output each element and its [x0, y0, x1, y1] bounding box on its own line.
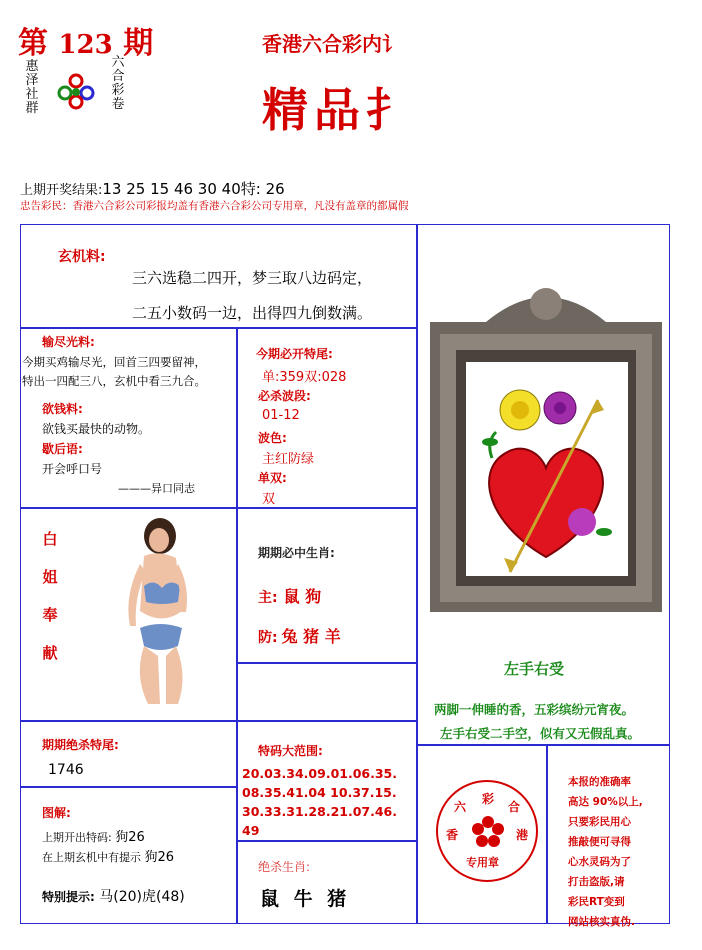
issue-suffix: 期: [123, 26, 154, 61]
top-title: 香港六合彩内讠: [262, 32, 402, 56]
divider: [20, 327, 418, 329]
divider: [236, 840, 418, 842]
accuracy-line: 本报的准确率: [568, 776, 631, 788]
xuanji-line2: 二五小数码一边，出得四九倒数满。: [132, 304, 373, 322]
accuracy-line: 彩民RT变到: [568, 896, 625, 908]
yuqian-label: 欲钱料:: [42, 402, 83, 416]
danshuang-label: 单双:: [258, 471, 287, 485]
juesha-shengxiao-label: 绝杀生肖:: [258, 860, 311, 874]
divider: [20, 786, 236, 788]
special-hint-value: 马(20)虎(48): [99, 889, 185, 905]
tujie-line1: [42, 826, 145, 845]
divider: [416, 224, 418, 924]
shujin-line2: 特出一四配三八，玄机中看三九合。: [22, 374, 206, 388]
shengxiao-label: 期期必中生肖:: [258, 546, 335, 560]
poem-line2: 左手右受二手空，似有又无假乱真。: [440, 726, 641, 741]
stamp-char: 香: [446, 828, 459, 842]
tail-value: 单:359双:028: [262, 370, 347, 385]
accuracy-line: 只要彩民用心: [568, 816, 631, 828]
ornate-frame-heart-icon: [426, 282, 666, 614]
shujin-label: 输尽光料:: [42, 335, 95, 349]
xuanji-label: 玄机料:: [58, 249, 106, 265]
main-value: 鼠 狗: [283, 587, 322, 606]
stamp-bottom: 专用章: [466, 856, 499, 869]
lottery-char: 六: [111, 55, 125, 70]
special-hint-label: 特别提示:: [42, 890, 95, 904]
results-special: 26: [265, 180, 285, 198]
juesha-label: 期期绝杀特尾:: [42, 738, 119, 752]
range-line: 30.33.31.28.21.07.46.: [242, 804, 398, 819]
divider: [20, 507, 418, 509]
frame-caption: 左手右受: [504, 660, 565, 678]
accuracy-line: 推敲便可寻得: [568, 836, 631, 848]
accuracy-note: [568, 772, 643, 932]
issue-title: [18, 18, 153, 62]
bauhinia-icon: [470, 814, 506, 850]
divider: [236, 662, 418, 664]
danshuang-value: 双: [262, 492, 276, 507]
tujie-line2-value: 狗26: [144, 850, 175, 865]
main-title: 精品扌: [262, 83, 418, 137]
girl-char: 献: [42, 644, 58, 662]
club-char: 泽: [25, 73, 39, 88]
club-name-vertical: [22, 60, 42, 116]
lottery-char: 卷: [111, 97, 125, 112]
shengxiao-fang: [258, 624, 341, 647]
juesha-value: 1746: [48, 762, 84, 778]
stamp-char: 港: [516, 828, 529, 842]
bose-label: 波色:: [258, 431, 287, 445]
girl-char: 白: [42, 530, 58, 548]
poem-line1: 两脚一伸睡的香，五彩缤纷元宵夜。: [434, 702, 635, 717]
accuracy-line: 网站核实真伪.: [568, 916, 635, 928]
tujie-line1-label: 上期开出特码:: [42, 831, 112, 844]
tujie-line2-label: 在上期玄机中有提示: [42, 851, 141, 864]
tujie-line1-value: 狗26: [115, 830, 145, 845]
results-special-label: 特:: [240, 180, 261, 198]
notice: 忠告彩民：香港六合彩公司彩报均盖有香港六合彩公司专用章，凡没有盖章的都属假: [20, 200, 409, 212]
range-values: [242, 764, 397, 840]
stamp-char: 合: [508, 800, 521, 814]
bosha-label: 必杀波段:: [258, 389, 311, 403]
yuqian-text: 欲钱买最快的动物。: [42, 422, 151, 436]
club-char: 社: [25, 87, 39, 102]
girl-char: 姐: [42, 568, 58, 586]
tujie-label: 图解:: [42, 806, 71, 820]
model-photo-icon: [104, 516, 204, 708]
bose-value: 主红防绿: [262, 452, 315, 467]
xuanji-line1: 三六选稳二四开，梦三取八边码定，: [132, 269, 373, 287]
accuracy-line: 高达 90%以上,: [568, 796, 643, 808]
lottery-logo-icon: [56, 72, 96, 110]
issue-number: 123: [58, 30, 113, 60]
stamp-char: 彩: [482, 792, 495, 806]
lottery-vertical: [108, 56, 128, 112]
club-char: 惠: [25, 59, 39, 74]
tail-label: 今期必开特尾:: [256, 347, 333, 361]
range-label: 特码大范围:: [258, 744, 323, 758]
divider: [416, 744, 670, 746]
bosha-value: 01-12: [262, 408, 300, 423]
accuracy-line: 打击盗版,请: [568, 876, 625, 888]
girl-vertical: [38, 520, 62, 672]
girl-char: 奉: [42, 606, 58, 624]
lottery-char: 彩: [111, 83, 125, 98]
results-numbers: 13 25 15 46 30 40: [102, 180, 241, 198]
shujin-line1: 今期买鸡输尽光，回首三四要留神，: [22, 355, 206, 369]
main-label: 主:: [258, 590, 278, 606]
divider: [20, 720, 418, 722]
fang-label: 防:: [258, 630, 278, 646]
fang-value: 兔 猪 羊: [281, 627, 341, 646]
divider: [546, 744, 548, 924]
special-hint: [42, 886, 185, 906]
range-line: 08.35.41.04 10.37.15.: [242, 785, 397, 800]
stamp-char: 六: [454, 800, 467, 814]
divider: [236, 327, 238, 924]
accuracy-line: 心水灵码为了: [568, 856, 631, 868]
official-stamp: [436, 780, 538, 882]
issue-prefix: 第: [18, 26, 48, 61]
xiehou-label: 歇后语:: [42, 442, 83, 456]
juesha-shengxiao-value: 鼠 牛 猪: [260, 888, 351, 910]
club-char: 群: [25, 101, 39, 116]
xiehou-text: 开会呼口号: [42, 462, 103, 476]
tujie-line2: [42, 846, 174, 865]
last-results: [20, 178, 285, 199]
shengxiao-main: [258, 584, 321, 607]
range-line: 20.03.34.09.01.06.35.: [242, 766, 398, 781]
results-label: 上期开奖结果:: [20, 183, 103, 198]
xiehou-answer: ———异口同志: [118, 482, 195, 495]
lottery-char: 合: [111, 69, 125, 84]
range-line: 49: [242, 823, 260, 838]
